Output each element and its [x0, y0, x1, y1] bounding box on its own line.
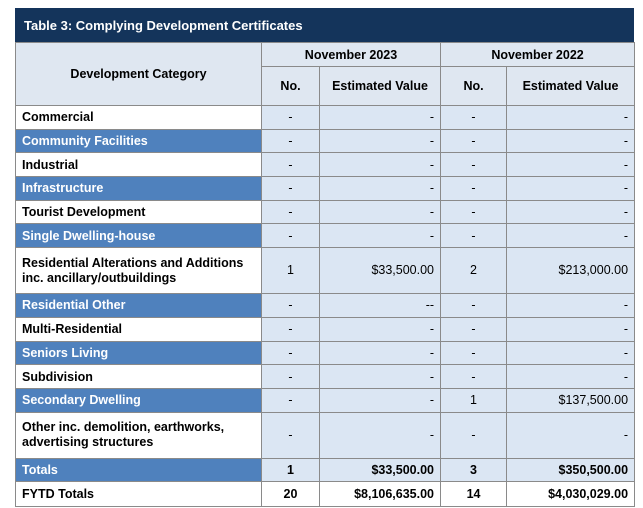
- row-no-2022: -: [441, 317, 507, 341]
- row-no-2023: -: [262, 200, 320, 224]
- row-value-2023: -: [320, 177, 441, 201]
- row-value-2023: -: [320, 412, 441, 458]
- fytd-no-2023: 20: [262, 482, 320, 507]
- table-title: Table 3: Complying Development Certificates: [15, 8, 634, 42]
- table-row: [16, 388, 635, 412]
- totals-label: Totals: [16, 458, 262, 482]
- row-value-2023: -: [320, 129, 441, 153]
- row-no-2022: -: [441, 153, 507, 177]
- row-category: Subdivision: [16, 365, 262, 389]
- row-value-2022: -: [507, 317, 635, 341]
- row-value-2023: -: [320, 317, 441, 341]
- fytd-value-2023: $8,106,635.00: [320, 482, 441, 507]
- header-no-2023: No.: [262, 67, 320, 106]
- row-value-2023: -: [320, 388, 441, 412]
- row-value-2022: -: [507, 365, 635, 389]
- row-no-2023: -: [262, 341, 320, 365]
- row-value-2022: -: [507, 341, 635, 365]
- row-value-2022: $213,000.00: [507, 248, 635, 294]
- row-value-2023: -: [320, 106, 441, 130]
- row-no-2023: 1: [262, 248, 320, 294]
- row-category: Residential Other: [16, 294, 262, 318]
- row-value-2023: --: [320, 294, 441, 318]
- cdc-table: [15, 42, 635, 507]
- table-row: [16, 224, 635, 248]
- row-value-2022: -: [507, 200, 635, 224]
- totals-value-2023: $33,500.00: [320, 458, 441, 482]
- header-no-2022: No.: [441, 67, 507, 106]
- row-no-2023: -: [262, 412, 320, 458]
- row-no-2022: -: [441, 365, 507, 389]
- row-category: Residential Alterations and Additions inc. ancillary/outbuildings: [16, 248, 262, 294]
- table-row: [16, 317, 635, 341]
- table-row: [16, 248, 635, 294]
- row-no-2023: -: [262, 177, 320, 201]
- row-category: Tourist Development: [16, 200, 262, 224]
- row-value-2023: $33,500.00: [320, 248, 441, 294]
- row-category: Infrastructure: [16, 177, 262, 201]
- row-value-2022: -: [507, 177, 635, 201]
- row-value-2022: -: [507, 224, 635, 248]
- row-category: Secondary Dwelling: [16, 388, 262, 412]
- row-value-2023: -: [320, 200, 441, 224]
- row-no-2022: -: [441, 177, 507, 201]
- row-no-2022: -: [441, 412, 507, 458]
- row-no-2023: -: [262, 388, 320, 412]
- table-row: [16, 341, 635, 365]
- row-no-2022: -: [441, 341, 507, 365]
- header-category: Development Category: [16, 43, 262, 106]
- totals-no-2022: 3: [441, 458, 507, 482]
- row-no-2022: -: [441, 106, 507, 130]
- table-row: [16, 200, 635, 224]
- fytd-totals-row: [16, 482, 635, 507]
- row-no-2023: -: [262, 129, 320, 153]
- table-row: [16, 153, 635, 177]
- row-value-2023: -: [320, 365, 441, 389]
- header-value-2023: Estimated Value: [320, 67, 441, 106]
- table-row: [16, 129, 635, 153]
- table-row: [16, 106, 635, 130]
- row-value-2022: -: [507, 129, 635, 153]
- row-value-2022: -: [507, 153, 635, 177]
- row-value-2023: -: [320, 224, 441, 248]
- totals-value-2022: $350,500.00: [507, 458, 635, 482]
- table-row: [16, 365, 635, 389]
- row-category: Industrial: [16, 153, 262, 177]
- table-row: [16, 412, 635, 458]
- row-no-2023: -: [262, 365, 320, 389]
- row-no-2023: -: [262, 224, 320, 248]
- table-row: [16, 177, 635, 201]
- row-value-2022: $137,500.00: [507, 388, 635, 412]
- row-category: Community Facilities: [16, 129, 262, 153]
- row-category: Commercial: [16, 106, 262, 130]
- row-value-2023: -: [320, 153, 441, 177]
- totals-no-2023: 1: [262, 458, 320, 482]
- row-no-2023: -: [262, 317, 320, 341]
- row-no-2022: 2: [441, 248, 507, 294]
- row-no-2022: 1: [441, 388, 507, 412]
- header-period-2022: November 2022: [441, 43, 635, 67]
- row-no-2023: -: [262, 294, 320, 318]
- header-period-2023: November 2023: [262, 43, 441, 67]
- fytd-value-2022: $4,030,029.00: [507, 482, 635, 507]
- row-no-2022: -: [441, 200, 507, 224]
- row-value-2022: -: [507, 412, 635, 458]
- cdc-table-container: [15, 8, 634, 507]
- row-value-2022: -: [507, 106, 635, 130]
- fytd-label: FYTD Totals: [16, 482, 262, 507]
- table-row: [16, 294, 635, 318]
- row-category: Other inc. demolition, earthworks, advertising structures: [16, 412, 262, 458]
- totals-row: [16, 458, 635, 482]
- fytd-no-2022: 14: [441, 482, 507, 507]
- row-category: Multi-Residential: [16, 317, 262, 341]
- row-no-2023: -: [262, 153, 320, 177]
- header-value-2022: Estimated Value: [507, 67, 635, 106]
- row-no-2022: -: [441, 224, 507, 248]
- row-category: Single Dwelling-house: [16, 224, 262, 248]
- row-value-2022: -: [507, 294, 635, 318]
- row-no-2022: -: [441, 129, 507, 153]
- row-no-2022: -: [441, 294, 507, 318]
- row-category: Seniors Living: [16, 341, 262, 365]
- row-no-2023: -: [262, 106, 320, 130]
- row-value-2023: -: [320, 341, 441, 365]
